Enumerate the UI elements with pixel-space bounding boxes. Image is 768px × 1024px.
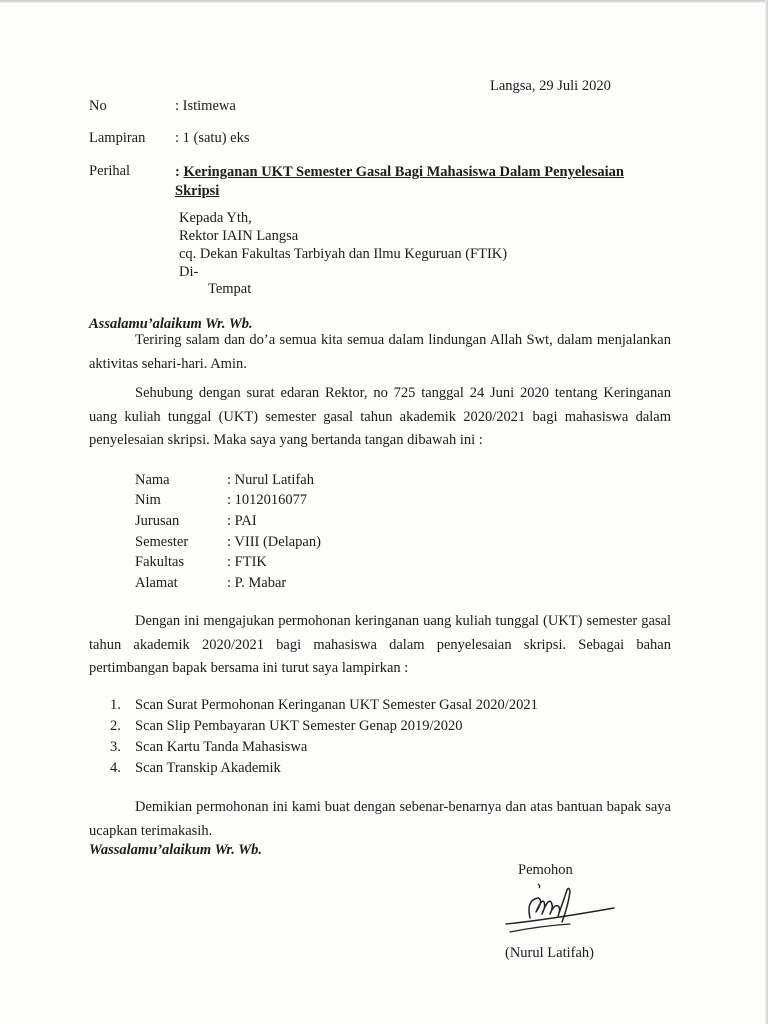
recipient-place: Tempat xyxy=(208,281,252,297)
identity-label: Fakultas xyxy=(135,554,185,570)
identity-label: Nim xyxy=(135,492,161,508)
meta-label-lampiran: Lampiran xyxy=(89,130,146,146)
recipient-line: cq. Dekan Fakultas Tarbiyah dan Ilmu Keguruan (FTIK) xyxy=(179,246,508,262)
meta-value-no: : Istimewa xyxy=(175,98,236,114)
identity-value: : 1012016077 xyxy=(227,492,308,508)
body-paragraph: Demikian permohonan ini kami buat dengan sebenar-benarnya dan atas bantuan bapak saya ucapkan terimakasih. xyxy=(89,799,671,839)
subject-text: Keringanan UKT Semester Gasal Bagi Mahasiswa Dalam Penyelesaian Skripsi xyxy=(175,164,624,199)
identity-label: Alamat xyxy=(135,575,178,591)
identity-label: Jurusan xyxy=(135,513,180,529)
body-paragraph: Teriring salam dan do’a semua kita semua dalam lindungan Allah Swt, dalam menjalankan aktivitas sehari-hari. Amin. xyxy=(89,332,671,372)
letter-subject xyxy=(175,163,665,201)
attachment-item: Scan Kartu Tanda Mahasiswa xyxy=(135,739,308,755)
page-edge xyxy=(0,0,768,3)
letter-date: Langsa, 29 Juli 2020 xyxy=(490,78,611,94)
meta-label-perihal: Perihal xyxy=(89,163,131,179)
closing-greeting: Wassalamu’alaikum Wr. Wb. xyxy=(89,842,262,858)
attachment-item: Scan Transkip Akademik xyxy=(135,760,281,776)
attachment-number: 2. xyxy=(110,718,121,734)
meta-label-no: No xyxy=(89,98,107,114)
body-paragraph: Dengan ini mengajukan permohonan keringanan uang kuliah tunggal (UKT) semester gasal tahun akademik 2020/2021 bagi mahasiswa dalam penyelesaian skripsi. Sebagai bahan pertimbangan bapak bersama ini turut saya lampirkan : xyxy=(89,613,671,676)
body-paragraph: Sehubung dengan surat edaran Rektor, no 725 tanggal 24 Juni 2020 tentang Keringanan uang kuliah tunggal (UKT) semester gasal tahun akademik 2020/2021 bagi mahasiswa dalam penyelesaian skripsi. Maka saya yang bertanda tangan dibawah ini : xyxy=(89,385,671,448)
signature-name: (Nurul Latifah) xyxy=(505,945,594,961)
identity-value: : VIII (Delapan) xyxy=(227,534,321,550)
handwritten-signature xyxy=(500,878,620,948)
subject-prefix: : xyxy=(175,164,184,180)
identity-value: : P. Mabar xyxy=(227,575,287,591)
identity-value: : PAI xyxy=(227,513,257,529)
recipient-line: Kepada Yth, xyxy=(179,210,252,226)
recipient-line: Di- xyxy=(179,264,199,280)
signature-title: Pemohon xyxy=(518,862,573,878)
attachment-item: Scan Surat Permohonan Keringanan UKT Semester Gasal 2020/2021 xyxy=(135,697,538,713)
identity-value: : Nurul Latifah xyxy=(227,472,314,488)
identity-value: : FTIK xyxy=(227,554,267,570)
identity-label: Semester xyxy=(135,534,189,550)
identity-label: Nama xyxy=(135,472,170,488)
attachment-item: Scan Slip Pembayaran UKT Semester Genap 2019/2020 xyxy=(135,718,463,734)
meta-value-lampiran: : 1 (satu) eks xyxy=(175,130,250,146)
attachment-number: 3. xyxy=(110,739,121,755)
opening-greeting: Assalamu’alaikum Wr. Wb. xyxy=(89,316,253,332)
attachment-number: 4. xyxy=(110,760,121,776)
recipient-line: Rektor IAIN Langsa xyxy=(179,228,299,244)
attachment-number: 1. xyxy=(110,697,121,713)
